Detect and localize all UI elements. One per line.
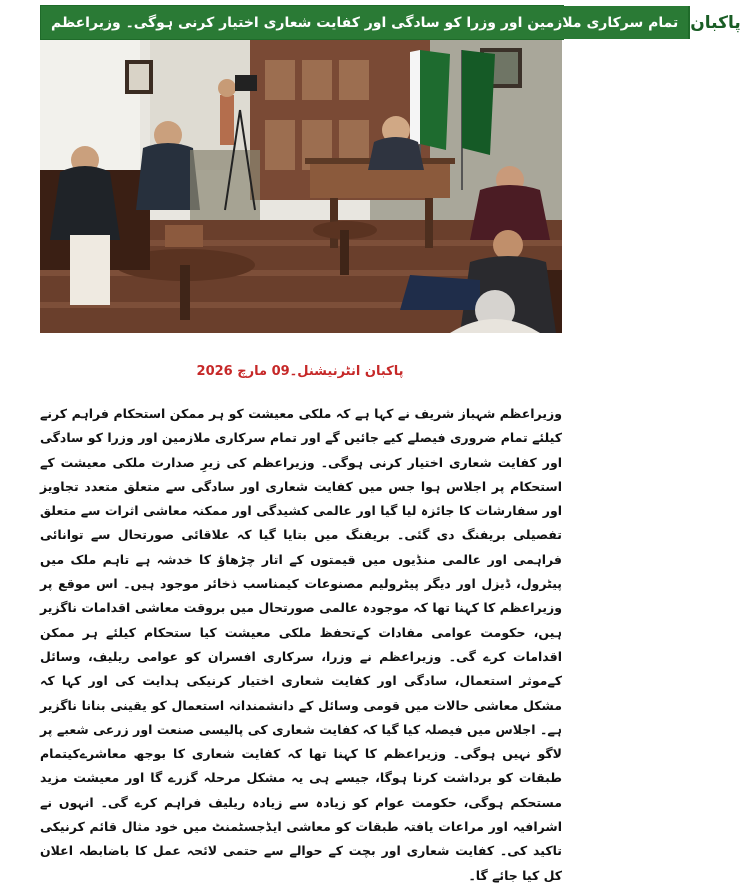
brand-logo: پاکبان — [688, 6, 741, 39]
meeting-photo-illustration — [40, 40, 562, 333]
headline: تمام سرکاری ملازمین اور وزرا کو سادگی اور کفایت شعاری اختیار کرنی ہوگی۔ وزیراعظم — [41, 6, 688, 39]
article-body: وزیراعظم شہباز شریف نے کہا ہے کہ ملکی معیشت کو ہر ممکن استحکام فراہم کرنے کیلئے تمام ضروری فیصلے کیے جائیں گے اور تمام سرکاری ملازمین اور وزرا کو سادگی اور کفایت شعاری اختیار کرنی ہوگی۔ وزیراعظم کی زیرِ صدارت ملکی معیشت کے استحکام پر اجلاس ہوا جس میں کفایت شعاری اور سادگی سے متعلق متعدد تجاویز اور سفارشات کا جائزہ لیا گیا اور عالمی کشیدگی اور ممکنہ معاشی اثرات سے متعلق تفصیلی بریفنگ دی گئی۔ بریفنگ میں بتایا گیا کہ علاقائی صورتحال سے توانائی فراہمی اور عالمی منڈیوں میں قیمتوں کے اتار چڑھاؤ کا خدشہ ہے تاہم ملک میں پیٹرول، ڈیزل اور دیگر پیٹرولیم مصنوعات کیمناسب ذخائر موجود ہیں۔ اس موقع پر وزیراعظم کا کہنا تھا کہ موجودہ عالمی صورتحال میں بروقت معاشی اقدامات ناگزیر ہیں، حکومت عوامی مفادات کےتحفظ ملکی معیشت کیا ستحکام کیلئے ہر ممکن اقدامات کرے گی۔ وزیراعظم نے وزرا، سرکاری افسران کو عوامی ریلیف، وسائل کےموثر استعمال، سادگی اور کفایت شعاری اختیار کرنیکی ہدایت کی اور کہا کہ مشکل معاشی حالات میں قومی وسائل کے دانشمندانہ استعمال کو یقینی بنانا ناگزیر ہے۔ اجلاس میں فیصلہ کیا گیا کہ کفایت شعاری کی پالیسی صنعت اور زرعی شعبے پر لاگو نہیں ہوگی۔ وزیراعظم کا کہنا تھا کہ کفایت شعاری کا بوجھ معاشرےکیتمام طبقات کو برداشت کرنا ہوگا، جیسے ہی یہ مشکل مرحلہ گزرے گا اور معیشت مزید مستحکم ہوگی، حکومت عوام کو زیادہ سے زیادہ ریلیف فراہم کرے گی۔ انہوں نے اشرافیہ اور مراعات یافتہ طبقات کو معاشی ایڈجسٹمنٹ میں خود مثال قائم کرنیکی تاکید کی۔ کفایت شعاری اور بچت کے حوالے سے حتمی لائحہ عمل کا باضابطہ اعلان کل کیا جائے گا۔ — [40, 406, 562, 883]
news-photo — [40, 40, 562, 333]
news-header — [40, 5, 741, 40]
photo-caption: پاکبان انٹرنیشنل۔09 مارچ 2026 — [196, 364, 404, 379]
